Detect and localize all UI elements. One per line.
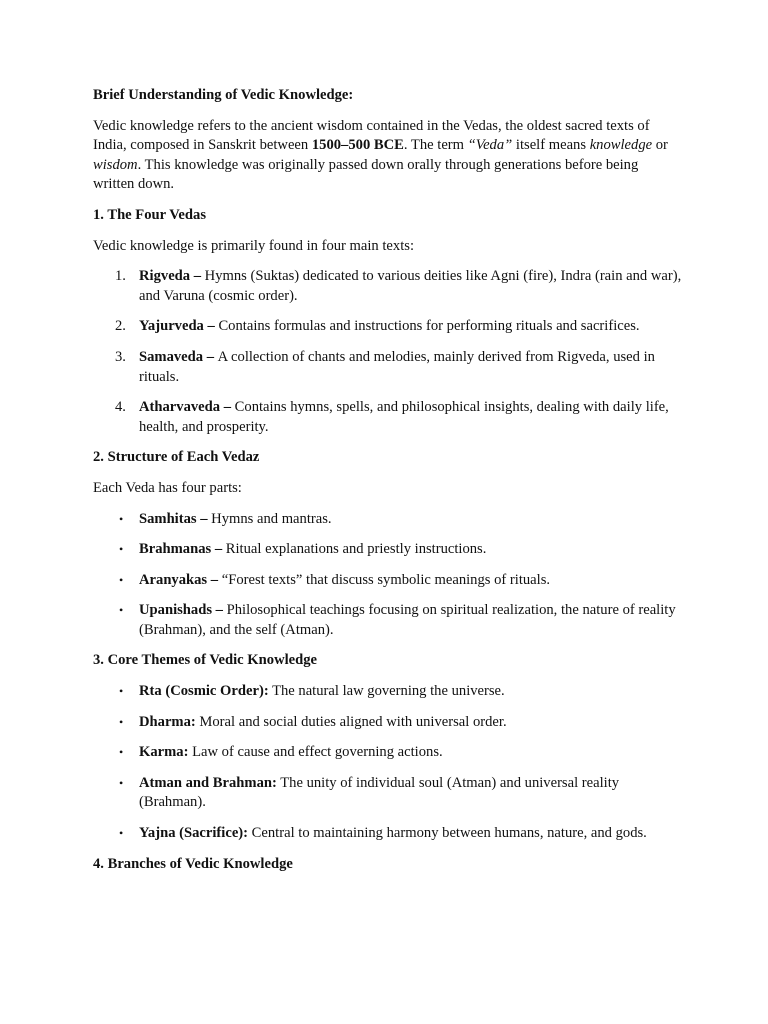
list-desc: Moral and social duties aligned with universal order.: [195, 713, 507, 730]
list-item: [93, 540, 683, 560]
section-lead: Vedic knowledge is primarily found in four main texts:: [93, 237, 414, 254]
list-desc: Ritual explanations and priestly instructions.: [225, 541, 487, 558]
bullet-list: [93, 682, 683, 844]
list-term: Samaveda –: [139, 348, 218, 365]
list-desc: Law of cause and effect governing actions.: [188, 744, 443, 761]
knowledge-term: knowledge: [589, 137, 653, 154]
veda-term: “Veda”: [467, 137, 513, 154]
bullet-icon: •: [119, 826, 124, 841]
intro-text: or: [652, 137, 668, 154]
list-desc: Contains hymns, spells, and philosophical insights, dealing with daily life, health, and prosperity.: [139, 399, 669, 435]
list-term: Karma:: [139, 744, 189, 761]
list-term: Atman and Brahman:: [139, 774, 277, 791]
list-number: 1.: [115, 268, 126, 285]
list-desc: “Forest texts” that discuss symbolic meanings of rituals.: [221, 571, 551, 588]
intro-text: , the oldest sacred texts of India, composed in Sanskrit between: [93, 117, 650, 154]
bullet-icon: •: [119, 572, 124, 587]
bullet-icon: •: [119, 714, 124, 729]
list-desc: The natural law governing the universe.: [268, 683, 505, 700]
list-item: [93, 713, 683, 733]
list-item: [93, 774, 683, 813]
bullet-icon: •: [119, 603, 124, 618]
intro-text: . This knowledge was originally passed down orally through generations before being written down.: [93, 156, 639, 193]
list-item: [93, 824, 683, 844]
list-desc: A collection of chants and melodies, mainly derived from Rigveda, used in rituals.: [139, 348, 655, 385]
document-body: [93, 86, 683, 874]
section-lead: Each Veda has four parts:: [93, 479, 242, 496]
list-number: 4.: [115, 399, 126, 416]
list-term: Aranyakas –: [139, 571, 222, 588]
list-term: Rta (Cosmic Order):: [139, 683, 269, 700]
list-item: [93, 682, 683, 702]
bullet-icon: •: [119, 511, 124, 526]
list-item: [93, 571, 683, 591]
list-term: Dharma:: [139, 713, 196, 730]
section-heading: 2. Structure of Each Vedaz: [93, 449, 260, 466]
list-term: Rigveda –: [139, 268, 205, 285]
list-item: [93, 317, 683, 337]
list-term: Upanishads –: [139, 602, 227, 619]
bullet-icon: •: [119, 542, 124, 557]
list-term: Brahmanas –: [139, 541, 226, 558]
intro-text: itself means: [512, 137, 590, 154]
date-range: 1500–500 BCE: [311, 137, 404, 154]
section-heading: 1. The Four Vedas: [93, 206, 207, 223]
bullet-list: [93, 510, 683, 641]
list-item: [93, 267, 683, 306]
intro-text: . The term: [403, 137, 468, 154]
list-item: [93, 510, 683, 530]
list-term: Yajna (Sacrifice):: [139, 825, 249, 842]
list-term: Atharvaveda –: [139, 399, 235, 416]
list-item: [93, 398, 683, 437]
list-number: 2.: [115, 318, 126, 335]
list-desc: Contains formulas and instructions for performing rituals and sacrifices.: [218, 318, 640, 335]
list-term: Yajurveda –: [139, 318, 219, 335]
section-heading: 4. Branches of Vedic Knowledge: [93, 855, 293, 872]
list-item: [93, 743, 683, 763]
list-desc: Philosophical teachings focusing on spiritual realization, the nature of reality (Brahman), and the self (Atman).: [139, 602, 676, 638]
list-desc: Central to maintaining harmony between humans, nature, and gods.: [248, 825, 647, 842]
bullet-icon: •: [119, 684, 124, 699]
list-desc: Hymns (Suktas) dedicated to various deities like Agni (fire), Indra (rain and war), and Varuna (cosmic order).: [139, 268, 682, 304]
list-desc: The unity of individual soul (Atman) and universal reality (Brahman).: [139, 774, 620, 811]
wisdom-term: wisdom: [93, 156, 138, 173]
list-desc: Hymns and mantras.: [211, 510, 332, 527]
numbered-list: [93, 267, 683, 437]
list-number: 3.: [115, 348, 126, 365]
intro-text: Vedic knowledge refers to the ancient wisdom contained in the Vedas: [93, 117, 498, 134]
list-term: Samhitas –: [139, 510, 212, 527]
bullet-icon: •: [119, 775, 124, 790]
list-item: [93, 601, 683, 640]
intro-paragraph: [93, 117, 683, 195]
document-title: Brief Understanding of Vedic Knowledge:: [93, 87, 354, 103]
section-heading: 3. Core Themes of Vedic Knowledge: [93, 652, 318, 669]
list-item: [93, 348, 683, 387]
bullet-icon: •: [119, 745, 124, 760]
